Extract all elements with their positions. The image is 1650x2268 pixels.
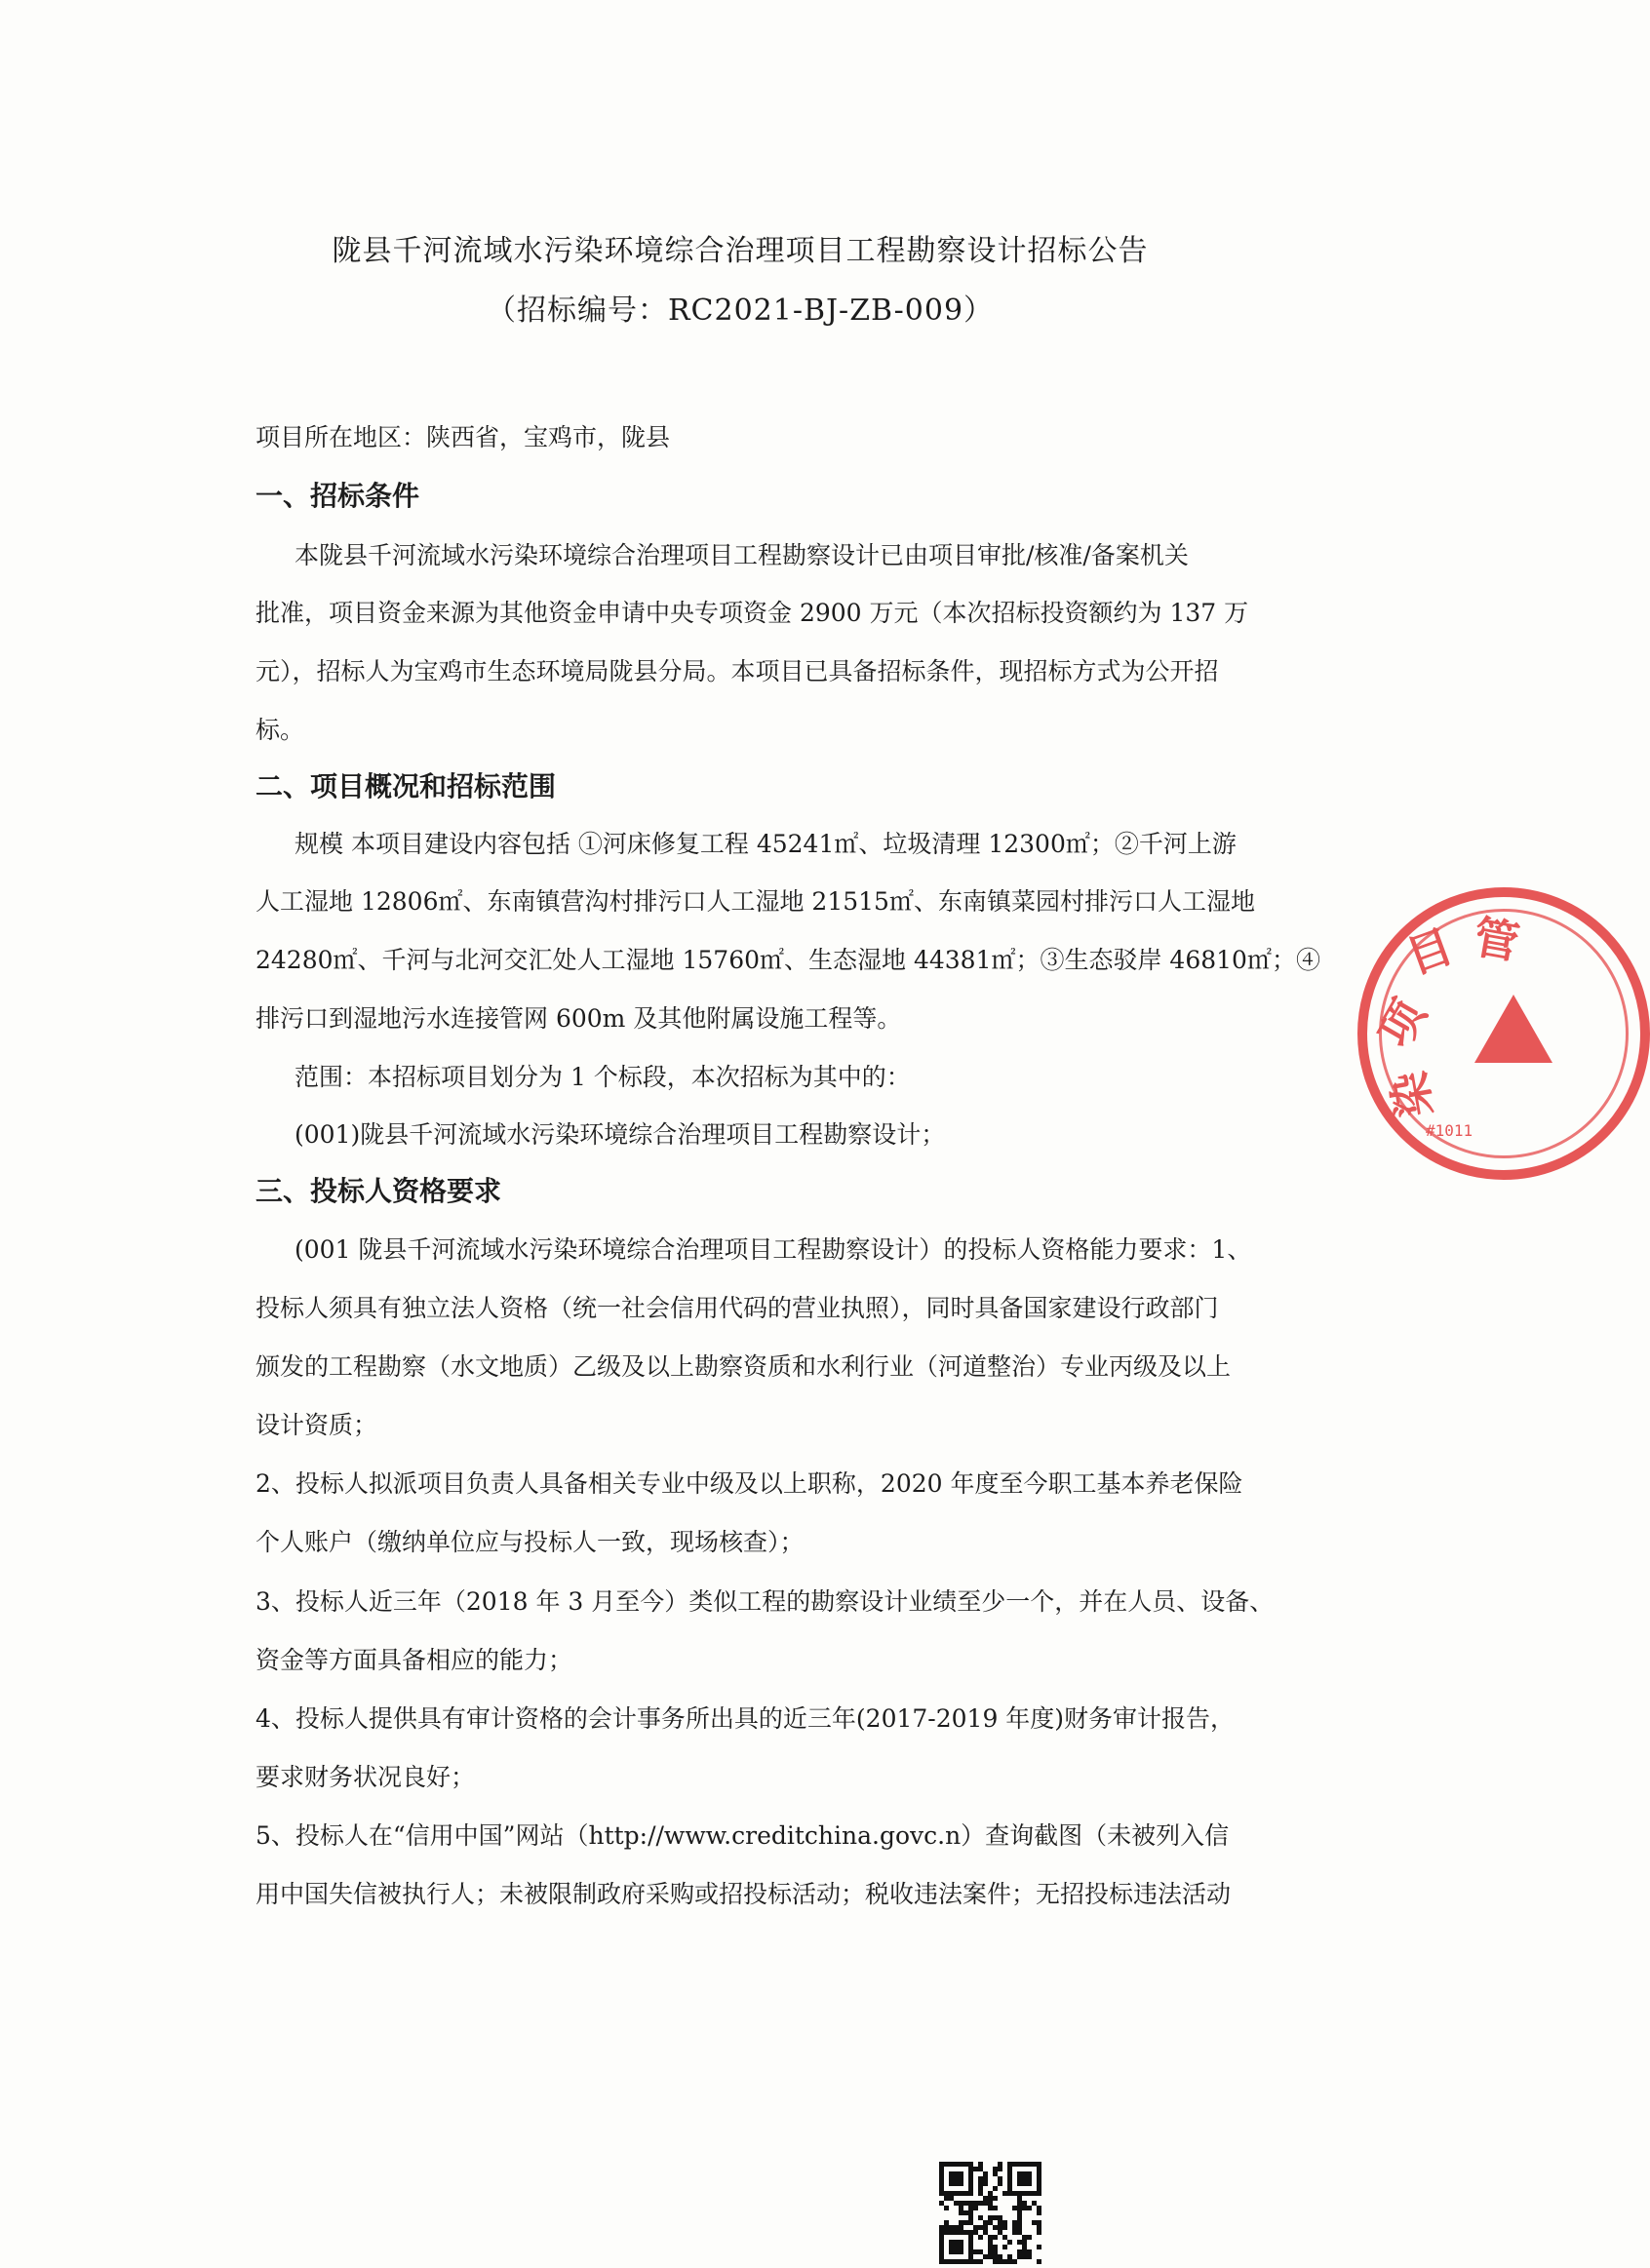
section1-line: 元），招标人为宝鸡市生态环境局陇县分局。本项目已具备招标条件，现招标方式为公开招: [255, 657, 1219, 685]
seal-char: 项: [1367, 991, 1436, 1056]
seal-number: #1011: [1426, 1121, 1473, 1140]
seal-char: 管: [1470, 910, 1523, 970]
section2-line: 人工湿地 12806㎡、东南镇营沟村排污口人工湿地 21515㎡、东南镇菜园村排污口人工湿地: [255, 887, 1255, 916]
section2-line: 24280㎡、千河与北河交汇处人工湿地 15760㎡、生态湿地 44381㎡；③生态驳岸 46810㎡；④: [255, 946, 1320, 974]
section3-line: 投标人须具有独立法人资格（统一社会信用代码的营业执照），同时具备国家建设行政部门: [255, 1294, 1219, 1322]
section2-line: 规模 本项目建设内容包括 ①河床修复工程 45241㎡、垃圾清理 12300㎡；②千河上游: [295, 830, 1237, 858]
section3-line: 5、投标人在“信用中国”网站（http://www.creditchina.govc.n）查询截图（未被列入信: [255, 1821, 1230, 1850]
section3-line: 要求财务状况良好；: [255, 1763, 476, 1791]
seal-star-icon: [1474, 995, 1552, 1063]
section3-line: 颁发的工程勘察（水文地质）乙级及以上勘察资质和水利行业（河道整治）专业丙级及以上: [255, 1352, 1232, 1381]
seal-char: 目: [1399, 919, 1460, 985]
section2-line: 范围：本招标项目划分为 1 个标段，本次招标为其中的：: [295, 1063, 911, 1091]
section3-line: 设计资质；: [255, 1411, 378, 1439]
seal-char: 染: [1382, 1068, 1442, 1121]
section3-line: 资金等方面具备相应的能力；: [255, 1646, 573, 1674]
section2-line: (001)陇县千河流域水污染环境综合治理项目工程勘察设计；: [295, 1120, 946, 1149]
project-location: 项目所在地区：陕西省，宝鸡市，陇县: [255, 423, 671, 451]
page-title: 陇县千河流域水污染环境综合治理项目工程勘察设计招标公告: [332, 234, 1149, 268]
section3-line: (001 陇县千河流域水污染环境综合治理项目工程勘察设计）的投标人资格能力要求：1、: [295, 1235, 1252, 1264]
section3-line: 2、投标人拟派项目负责人具备相关专业中级及以上职称，2020 年度至今职工基本养老保险: [255, 1469, 1243, 1498]
qr-code-icon: [939, 2162, 1041, 2264]
bid-number: （招标编号：RC2021-BJ-ZB-009）: [486, 293, 995, 328]
qr-module: [1037, 2259, 1041, 2264]
section3-line: 3、投标人近三年（2018 年 3 月至今）类似工程的勘察设计业绩至少一个，并在人员、设备、: [255, 1587, 1275, 1616]
section3-line: 个人账户（缴纳单位应与投标人一致，现场核查）；: [255, 1528, 805, 1556]
section1-line: 标。: [255, 716, 305, 744]
section2-line: 排污口到湿地污水连接管网 600m 及其他附属设施工程等。: [255, 1004, 902, 1033]
official-seal: [1357, 887, 1650, 1180]
section1-line: 本陇县千河流域水污染环境综合治理项目工程勘察设计已由项目审批/核准/备案机关: [295, 541, 1189, 569]
section-heading-1: 一、招标条件: [255, 480, 420, 512]
section-heading-3: 三、投标人资格要求: [255, 1175, 502, 1207]
section-heading-2: 二、项目概况和招标范围: [255, 770, 557, 802]
section3-line: 用中国失信被执行人；未被限制政府采购或招投标活动；税收违法案件；无招投标违法活动: [255, 1880, 1232, 1908]
section1-line: 批准，项目资金来源为其他资金申请中央专项资金 2900 万元（本次招标投资额约为 137 万: [255, 599, 1249, 627]
section3-line: 4、投标人提供具有审计资格的会计事务所出具的近三年(2017-2019 年度)财务审计报告，: [255, 1704, 1236, 1733]
